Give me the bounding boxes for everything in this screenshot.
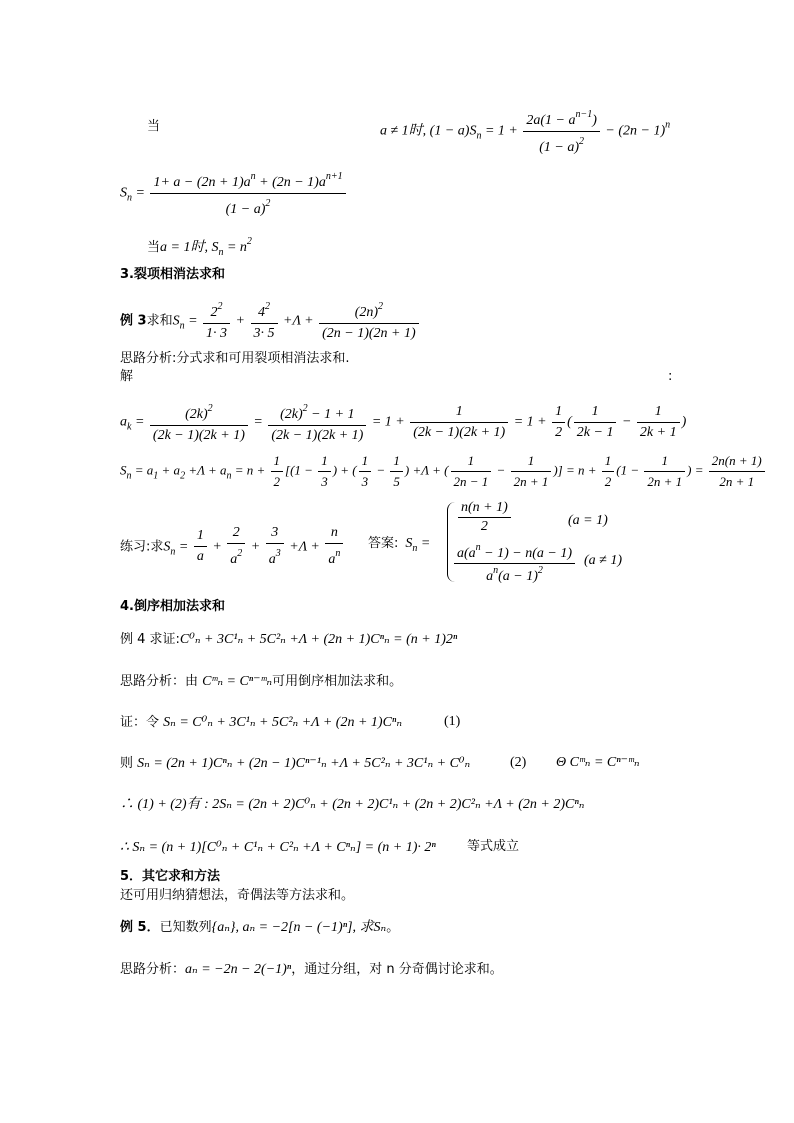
proof2-tag: (2) [510,755,527,770]
answer-case1-cond: (a = 1) [568,513,608,528]
line1-fraction: $\frac{2a(1 - a^{n-1})}{(1 - a)^2}$ [523,106,600,157]
answer-case2-cond: (a ≠ 1) [584,553,623,568]
analysis5: 思路分析：aₙ = −2n − 2(−1)ⁿ，通过分组，对 n 分奇偶讨论求和。 [120,962,503,977]
exercise: 练习:求$S_n$ = $\frac{1}{a}$ + $\frac{2}{a^2}$ + $\frac{3}{a^3}$ +Λ + $\frac{n}{a^n}$ [120,524,345,569]
line2-fraction: $\frac{1+ a - (2n + 1)a^n + (2n - 1)a^{n+1}}{(1 - a)^2}$ [150,168,345,219]
proof1: 证：令 Sₙ = C⁰ₙ + 3C¹ₙ + 5C²ₙ +Λ + (2n + 1)Cⁿₙ [120,715,402,730]
proof4: ∴ Sₙ = (n + 1)[C⁰ₙ + C¹ₙ + C²ₙ +Λ + Cⁿₙ] = (n + 1)· 2ⁿ [120,840,436,855]
section4-heading: 4.倒序相加法求和 [120,599,225,614]
line2-formula: $S_n$ = $\frac{1+ a - (2n + 1)a^n + (2n - 1)a^{n+1}}{(1 - a)^2}$ [120,168,348,219]
exercise-answer: 答案: $S_n$ = [368,536,431,554]
example5: 例 5．已知数列{aₙ}, aₙ = −2[n − (−1)ⁿ], 求Sₙ。 [120,920,400,935]
section3-heading: 3.裂项相消法求和 [120,267,225,282]
analysis3: 思路分析:分式求和可用裂项相消法求和. [120,351,350,366]
answer-case1: $\frac{n(n + 1)}{2}$ [456,500,513,535]
ak-line: $a_k$ = $\frac{(2k)^2}{(2k - 1)(2k + 1)}$ = $\frac{(2k)^2 - 1 + 1}{(2k - 1)(2k + 1)}$ = 1 + $\frac{1}{(2k - 1)(2k + 1)}$ = 1 + $\frac{1}{2}$ ( $\frac{1}{2k - 1}$ − $\frac{1}{2k + 1}$ ) [120,400,686,445]
answer-case2: $\frac{a(a^n - 1) - n(a - 1)}{a^n(a - 1)^2}$ [452,542,577,585]
solution-label: 解 [120,369,134,384]
line3: 当a = 1时, $S_n = n^2$ [147,236,252,258]
sn-line: $S_n = a_1 + a_2 +\Lambda + a_n = n$ + $\frac{1}{2}$ [(1 − $\frac{1}{3}$ ) + ( $\frac{1}{3}$ − $\frac{1}{5}$ ) +Λ + ( $\frac{1}{2n - 1}$ − $\frac{1}{2n + 1}$ )] = n + $\frac{1}{2}$ (1 − $\frac{1}{2n + 1}$ ) = $\frac{2n(n + 1)}{2n + 1}$ [120,452,767,491]
example4: 例 4 求证:C⁰ₙ + 3C¹ₙ + 5C²ₙ +Λ + (2n + 1)Cⁿₙ = (n + 1)2ⁿ [120,632,458,647]
example3: 例 3求和$S_n$ = $\frac{2^2}{1\cdot 3}$ + $\frac{4^2}{3\cdot 5}$ +Λ + $\frac{(2n)^2}{(2n - 1)(2n + 1)}$ [120,298,421,343]
proof2: 则 Sₙ = (2n + 1)Cⁿₙ + (2n − 1)Cⁿ⁻¹ₙ +Λ + 5C²ₙ + 3C¹ₙ + C⁰ₙ [120,756,471,771]
proof4-suffix: 等式成立 [467,839,520,854]
section5-text: 还可用归纳猜想法，奇偶法等方法求和。 [120,888,355,903]
section5-heading: 5．其它求和方法 [120,869,221,884]
proof3: ∴ (1) + (2)有 : 2Sₙ = (2n + 2)C⁰ₙ + (2n + 2)C¹ₙ + (2n + 2)C²ₙ +Λ + (2n + 2)Cⁿₙ [120,797,585,812]
analysis4: 思路分析：由 Cᵐₙ = Cⁿ⁻ᵐₙ可用倒序相加法求和。 [120,674,403,689]
proof2-reason: Θ Cᵐₙ = Cⁿ⁻ᵐₙ [556,755,640,770]
proof1-tag: (1) [444,714,461,729]
line1-prefix: 当 [147,119,161,134]
solution-colon: : [668,369,673,384]
line1-formula: a ≠ 1时, $(1 - a)S_n = 1$ + $\frac{2a(1 - a^{n-1})}{(1 - a)^2}$ − $(2n - 1)^n$ [380,106,670,157]
